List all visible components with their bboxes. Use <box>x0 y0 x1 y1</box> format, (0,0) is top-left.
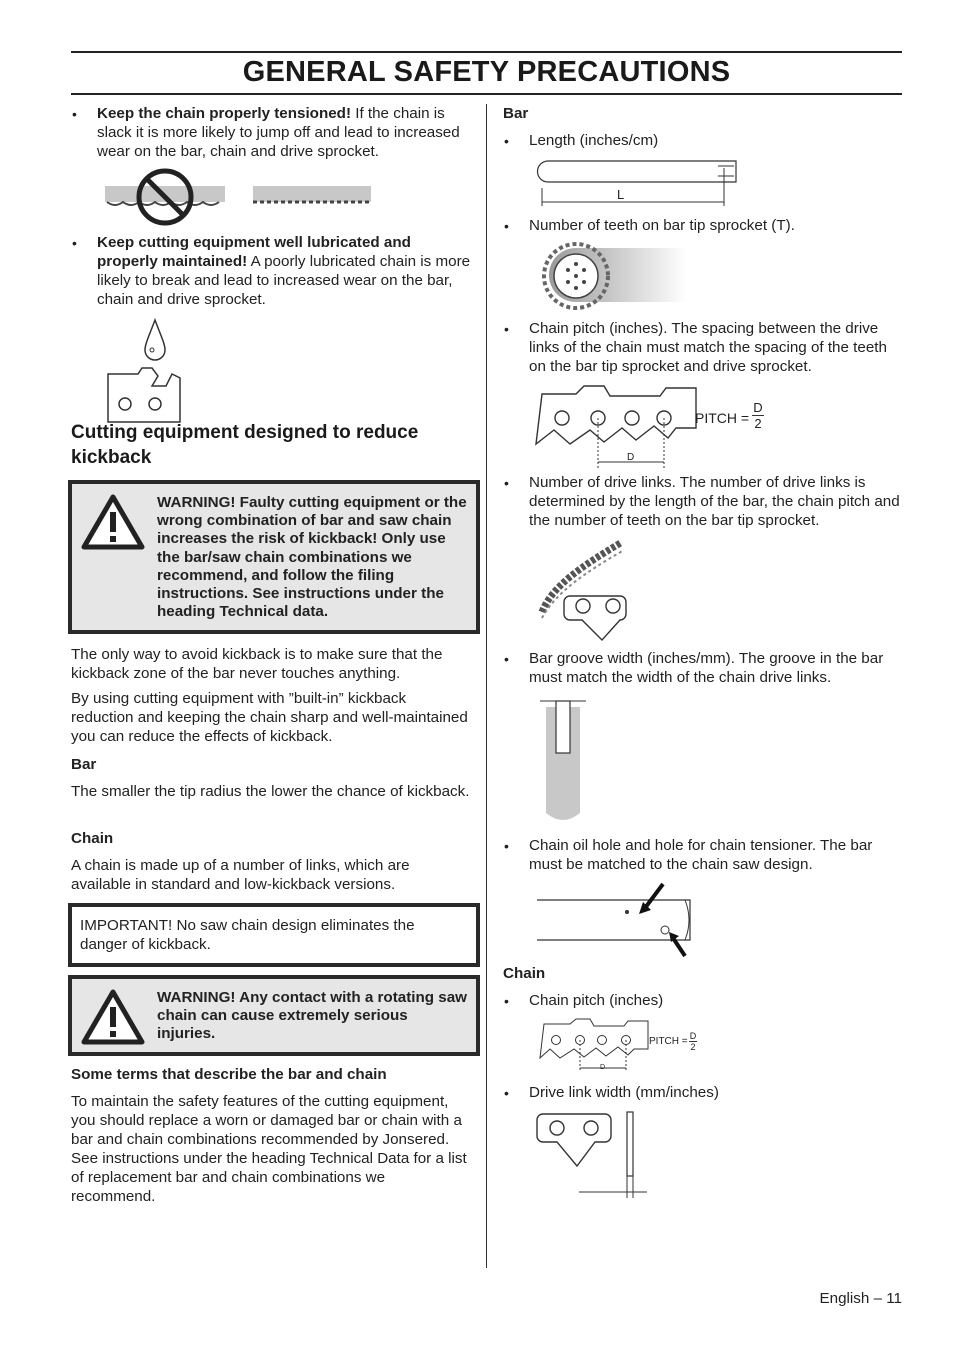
lubrication-illustration <box>105 318 180 418</box>
pitch-numerator: D <box>753 400 763 415</box>
header-rule-bottom <box>71 93 902 95</box>
bullet-dot: • <box>504 218 509 234</box>
pitch-label: PITCH = <box>695 410 750 426</box>
pitch-denominator: 2 <box>754 416 762 431</box>
d-label: D <box>627 452 635 463</box>
warning-box <box>68 975 480 1056</box>
pitch-denominator-small: 2 <box>690 1042 696 1052</box>
bullet-dot: • <box>504 133 509 149</box>
bullet-dot: • <box>504 838 509 854</box>
subheading-chain: Chain <box>503 965 546 982</box>
drive-links-illustration <box>532 536 632 644</box>
section-heading-kickback: Cutting equipment designed to reduce kickback <box>71 422 419 468</box>
bullet-dot: • <box>72 106 77 122</box>
bullet-dot: • <box>72 235 77 251</box>
chain-pitch-small-illustration <box>540 1016 646 1076</box>
warning-triangle-icon <box>82 494 144 550</box>
paragraph: A chain is made up of a number of links, which are available in standard and low-kickback versions. <box>71 857 410 893</box>
sprocket-illustration <box>536 240 696 310</box>
bullet-drive-link-width: Drive link width (mm/inches) <box>529 1084 719 1101</box>
header-rule-top <box>71 51 902 53</box>
bullet-dot: • <box>504 321 509 337</box>
bullet-chain-pitch-inches: Chain pitch (inches) <box>529 992 664 1009</box>
oil-hole-illustration <box>535 880 700 960</box>
bullet-groove-width: Bar groove width (inches/mm). The groove in the bar must match the width of the chain drive links. <box>529 650 884 686</box>
bullet-bar-length: Length (inches/cm) <box>529 132 659 149</box>
important-box <box>68 903 480 967</box>
bullet-lubrication: Keep cutting equipment well lubricated and properly maintained! A poorly lubricated chain is more likely to break and lead to increased wear on the bar, chain and drive sprocket. <box>97 234 471 308</box>
subheading-terms: Some terms that describe the bar and chain <box>71 1066 387 1083</box>
paragraph: By using cutting equipment with ”built-in” kickback reduction and keeping the chain sharp and well-maintained you can reduce the effects of kickback. <box>71 690 468 745</box>
bullet-dot: • <box>504 993 509 1009</box>
drive-link-width-illustration <box>535 1108 655 1200</box>
pitch-label-small: PITCH = <box>649 1036 688 1047</box>
paragraph: The smaller the tip radius the lower the chance of kickback. <box>71 783 470 800</box>
chain-pitch-illustration <box>536 382 696 470</box>
bullet-dot: • <box>504 1085 509 1101</box>
subheading-bar: Bar <box>71 756 97 773</box>
bullet-dot: • <box>504 475 509 491</box>
important-text: IMPORTANT! No saw chain design eliminates the danger of kickback. <box>80 917 415 953</box>
paragraph: The only way to avoid kickback is to make sure that the kickback zone of the bar never touches anything. <box>71 646 443 682</box>
pitch-numerator-small: D <box>689 1031 697 1041</box>
bullet-drive-links: Number of drive links. The number of drive links is determined by the length of the bar, the chain pitch and the number of teeth on the bar tip sprocket. <box>529 474 900 529</box>
bullet-sprocket-teeth: Number of teeth on bar tip sprocket (T). <box>529 217 795 234</box>
length-label: L <box>617 187 625 202</box>
warning-text: WARNING! Faulty cutting equipment or the wrong combination of bar and saw chain increases the risk of kickback! Only use the bar/saw chain combinations we recommend, and follow the filing instructions. See instructions under the heading Technical data. <box>157 494 467 621</box>
paragraph: To maintain the safety features of the cutting equipment, you should replace a worn or damaged bar or chain with a bar and chain combinations recommended by Jonsered. See instructions under the heading Technical Data for a list of replacement bar and chain combinations we recommend. <box>71 1093 467 1205</box>
groove-width-illustration <box>538 693 598 833</box>
warning-triangle-icon <box>82 989 144 1045</box>
bullet-tension: Keep the chain properly tensioned! If the chain is slack it is more likely to jump off and lead to increased wear on the bar, chain and drive sprocket. <box>97 105 460 160</box>
bullet-oil-hole: Chain oil hole and hole for chain tensioner. The bar must be matched to the chain saw design. <box>529 837 873 873</box>
subheading-bar: Bar <box>503 105 529 122</box>
subheading-chain: Chain <box>71 830 114 847</box>
bullet-dot: • <box>504 651 509 667</box>
bar-length-illustration <box>538 158 738 208</box>
bullet-chain-pitch: Chain pitch (inches). The spacing between the drive links of the chain must match the spacing of the teeth on the bar tip sprocket and drive sprocket. <box>529 320 887 375</box>
warning-box <box>68 480 480 634</box>
page-number: English – 11 <box>819 1290 902 1307</box>
d-label-small: D <box>600 1064 606 1071</box>
warning-text: WARNING! Any contact with a rotating saw chain can cause extremely serious injuries. <box>157 989 467 1043</box>
chain-tension-illustration <box>105 168 375 228</box>
column-divider <box>486 104 487 1268</box>
page-title: GENERAL SAFETY PRECAUTIONS <box>242 56 731 88</box>
